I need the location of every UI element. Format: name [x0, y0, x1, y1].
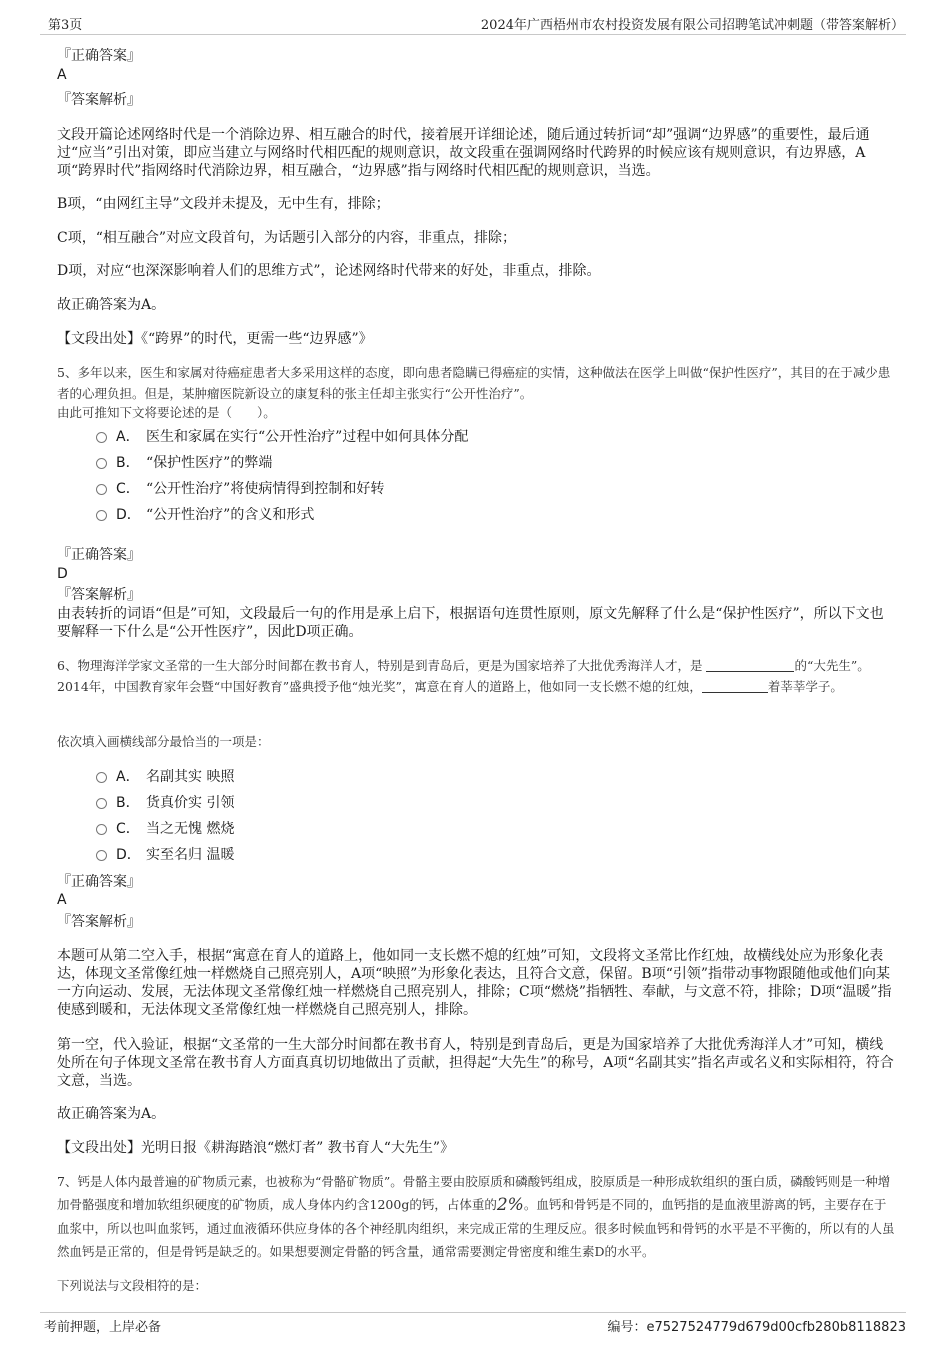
q5-option-d[interactable]: D． “公开性治疗”的含义和形式: [96, 506, 314, 524]
q4-source: 【文段出处】《“跨界”的时代，更需一些“边界感”》: [57, 331, 373, 347]
q5-answer: D: [57, 566, 68, 582]
q6-analysis-paragraph-1: 本题可从第二空入手，根据“寓意在育人的道路上，他如同一支长燃不熄的红烛”可知，文段将文圣常比作红烛，故横线处应为形象化表达，体现文圣常像红烛一样燃烧自己照亮别人，A项“映照”为形象化表达，且符合文意，保留。B项“引领”指带动事物跟随他或他们向某一方向运动、发展，无法体现文圣常像红烛一样燃烧自己照亮别人，排除；C项“燃烧”指牺牲、奉献，与文意不符，排除；D项“温暖”指使感到暖和，无法体现文圣常像红烛一样燃烧自己照亮别人，排除。: [57, 948, 892, 1018]
q6-answer-label: 『正确答案』: [57, 874, 141, 890]
q4-analysis-option-c: C项，“相互融合”对应文段首句，为话题引入部分的内容，非重点，排除；: [57, 230, 517, 246]
radio-icon[interactable]: [96, 850, 107, 861]
q4-analysis-paragraph: 文段开篇论述网络时代是一个消除边界、相互融合的时代，接着展开详细论述，随后通过转折词“却”强调“边界感”的重要性，最后通过“应当”引出对策，即应当建立与网络时代相匹配的规则意识，故文段重在强调网络时代跨界的时候应该有规则意识，有边界感，A项“跨界时代”指网络时代消除边界，相互融合，“边界感”指与网络时代相匹配的规则意识，当选。: [57, 127, 870, 179]
q5-answer-label: 『正确答案』: [57, 547, 141, 563]
page-header: [40, 12, 906, 35]
q4-analysis-option-b: B项，“由网红主导”文段并未提及，无中生有，排除；: [57, 196, 390, 212]
radio-icon[interactable]: [96, 772, 107, 783]
q6-analysis-label: 『答案解析』: [57, 914, 141, 930]
q5-analysis-label: 『答案解析』: [57, 587, 141, 603]
q5-question: 由此可推知下文将要论述的是（ ）。: [57, 405, 276, 420]
q5-option-c[interactable]: C． “公开性治疗”将使病情得到控制和好转: [96, 480, 384, 498]
q4-answer-label: 『正确答案』: [57, 48, 141, 64]
document-title: 2024年广西梧州市农村投资发展有限公司招聘笔试冲刺题（带答案解析）: [480, 18, 904, 33]
q6-source: 【文段出处】光明日报《耕海踏浪“燃灯者” 教书育人“大先生”》: [57, 1140, 455, 1156]
radio-icon[interactable]: [96, 510, 107, 521]
q5-analysis: 由表转折的词语“但是”可知，文段最后一句的作用是承上启下，根据语句连贯性原则，原文先解释了什么是“保护性医疗”，所以下文也要解释一下什么是“公开性医疗”，因此D项正确。: [57, 606, 884, 640]
q4-conclusion: 故正确答案为A。: [57, 297, 166, 313]
footer-motto: 考前押题，上岸必备: [44, 1320, 162, 1335]
q6-answer: A: [57, 892, 67, 908]
q6-option-b[interactable]: B． 货真价实 引领: [96, 794, 234, 812]
radio-icon[interactable]: [96, 484, 107, 495]
q6-analysis-paragraph-2: 第一空，代入验证，根据“文圣常的一生大部分时间都在教书育人，特别是到青岛后，更是为国家培养了大批优秀海洋人才”可知，横线处所在句子体现文圣常在教书育人方面真真切切地做出了贡献，担得起“大先生”的称号，A项“名副其实”指名声或名义和实际相符，符合文意，当选。: [57, 1037, 894, 1089]
q6-conclusion: 故正确答案为A。: [57, 1106, 166, 1122]
q6-option-d[interactable]: D． 实至名归 温暖: [96, 846, 234, 864]
q6-option-a[interactable]: A． 名副其实 映照: [96, 768, 234, 786]
q4-answer: A: [57, 67, 67, 83]
q5-stem: 5、多年以来，医生和家属对待癌症患者大多采用这样的态度，即向患者隐瞒已得癌症的实情，这种做法在医学上叫做“保护性医疗”，其目的在于减少患者的心理负担。但是，某肿瘤医院新设立的康复科的张主任却主张实行“公开性治疗”。: [57, 365, 891, 401]
q4-analysis-label: 『答案解析』: [57, 92, 141, 108]
fill-blank-1: [706, 658, 794, 672]
radio-icon[interactable]: [96, 458, 107, 469]
q6-option-c[interactable]: C． 当之无愧 燃烧: [96, 820, 234, 838]
q5-option-b[interactable]: B． “保护性医疗”的弊端: [96, 454, 272, 472]
q7-stem: 7、钙是人体内最普遍的矿物质元素，也被称为“骨骼矿物质”。骨骼主要由胶原质和磷酸钙组成，胶原质是一种形成软组织的蛋白质，磷酸钙则是一种增加骨骼强度和增加软组织硬度的矿物质，成人身体内约含1200g的钙，占体重的2%。血钙和骨钙是不同的，血钙指的是血液里游离的钙，主要存在于血浆中，所以也叫血浆钙，通过血液循环供应身体的各个神经肌肉组织，来完成正常的生理反应。很多时候血钙和骨钙的水平是不平衡的，所以有的人虽然血钙是正常的，但是骨钙是缺乏的。如果想要测定骨骼的钙含量，通常需要测定骨密度和维生素D的水平。: [57, 1174, 895, 1259]
q7-question: 下列说法与文段相符的是：: [57, 1278, 208, 1293]
percent-value: 2%: [496, 1195, 524, 1215]
q6-question: 依次填入画横线部分最恰当的一项是：: [57, 734, 270, 749]
fill-blank-2: [702, 679, 768, 693]
q4-analysis-option-d: D项，对应“也深深影响着人们的思维方式”，论述网络时代带来的好处，非重点，排除。: [57, 263, 601, 279]
q5-option-a[interactable]: A． 医生和家属在实行“公开性治疗”过程中如何具体分配: [96, 428, 468, 446]
page-footer: [40, 1312, 906, 1337]
radio-icon[interactable]: [96, 432, 107, 443]
radio-icon[interactable]: [96, 824, 107, 835]
q6-stem: 6、物理海洋学家文圣常的一生大部分时间都在教书育人，特别是到青岛后，更是为国家培养了大批优秀海洋人才，是 的“大先生”。2014年，中国教育家年会暨“中国好教育”盛典授予他“烛光奖”，寓意在育人的道路上，他如同一支长燃不熄的红烛， 着莘莘学子。: [57, 658, 870, 694]
document-code: 编号：e7527524779d679d00cfb280b8118823: [607, 1320, 906, 1335]
radio-icon[interactable]: [96, 798, 107, 809]
page-number: 第3页: [48, 18, 83, 33]
